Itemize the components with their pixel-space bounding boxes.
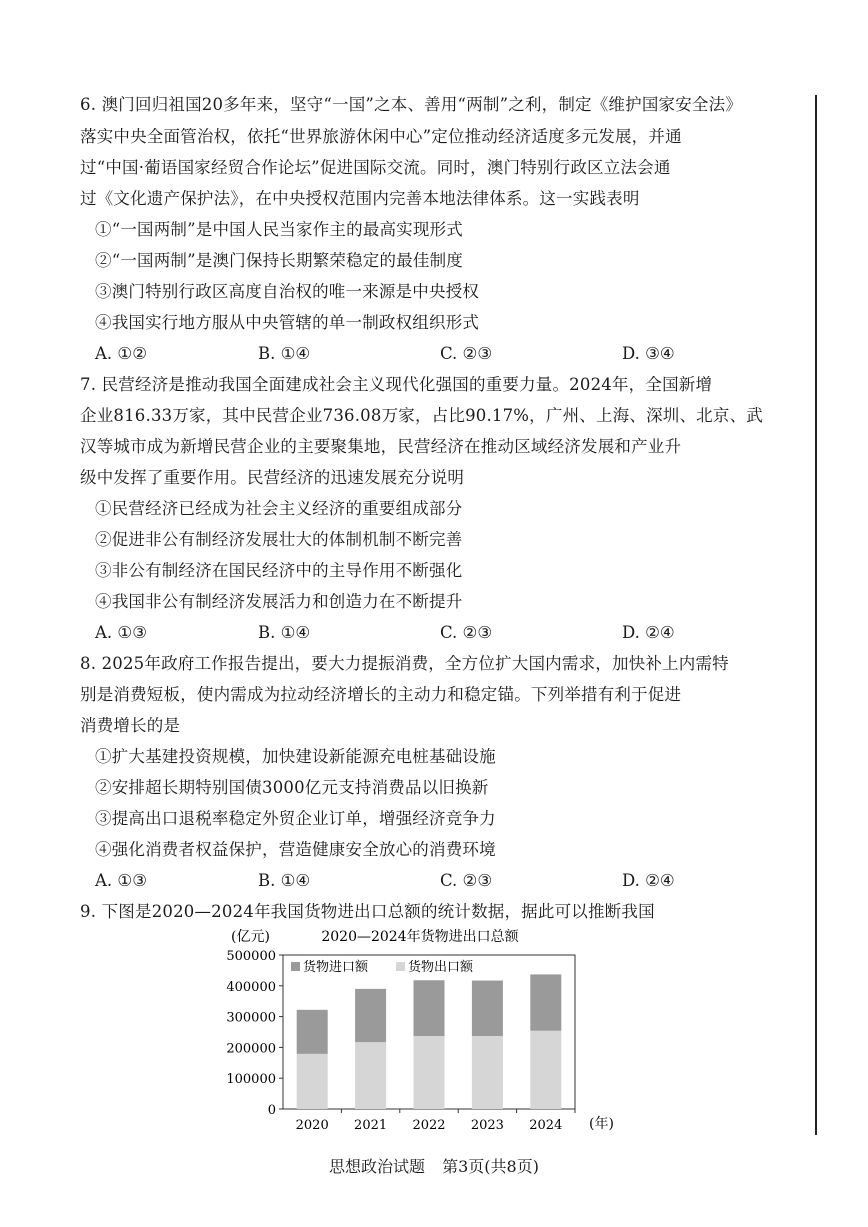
plot-area [226,949,575,1133]
footer-subject: 思想政治试题 [329,1157,426,1176]
y-axis-unit-label: (亿元) [231,929,270,945]
y-tick-label: 400000 [226,979,276,995]
legend-label-export: 货物出口额 [408,960,474,975]
bar-export [530,1031,561,1109]
q8-option-b[interactable]: B. ①④ [258,871,311,890]
q6-statement-4: ④我国实行地方服从中央管辖的单一制政权组织形式 [95,313,480,332]
q8-statement-1: ①扩大基建投资规模，加快建设新能源充电桩基础设施 [95,747,496,766]
q6-option-a[interactable]: A. ①② [95,344,147,363]
bar-import [355,989,386,1042]
page-footer [0,1157,868,1177]
x-tick-label: 2020 [295,1118,329,1133]
q8-statement-2: ②安排超长期特别国债3000亿元支持消费品以旧换新 [95,778,489,797]
bar-import [297,1010,328,1054]
bar-export [414,1036,445,1109]
q7-stem-line: 7. 民营经济是推动我国全面建成社会主义现代化强国的重要力量。2024年，全国新增 [80,375,713,394]
bar-export [297,1054,328,1109]
q6-stem-line: 落实中央全面管治权，依托“世界旅游休闲中心”定位推动经济适度多元发展，并通 [80,127,682,146]
q7-statement-3: ③非公有制经济在国民经济中的主导作用不断强化 [95,561,463,580]
q9-stem: 9. 下图是2020—2024年我国货物进出口总额的统计数据，据此可以推断我国 [80,902,655,921]
q6-statement-2: ②“一国两制”是澳门保持长期繁荣稳定的最佳制度 [95,251,463,270]
q6-stem-line: 过“中国·葡语国家经贸合作论坛”促进国际交流。同时，澳门特别行政区立法会通 [80,158,671,177]
y-tick-label: 500000 [226,949,276,964]
y-tick-label: 0 [267,1103,276,1118]
q7-stem-line: 企业816.33万家，其中民营企业736.08万家，占比90.17%，广州、上海、深圳、北京、武 [80,406,763,425]
bar-import [530,974,561,1030]
import-export-bar-chart [225,925,635,1135]
y-tick-label: 100000 [226,1072,276,1088]
q7-option-c[interactable]: C. ②③ [440,623,493,642]
q6-option-d[interactable]: D. ③④ [622,344,675,363]
q7-stem-line: 汉等城市成为新增民营企业的主要聚集地，民营经济在推动区域经济发展和产业升 [80,437,682,456]
q8-option-c[interactable]: C. ②③ [440,871,493,890]
q8-statement-4: ④强化消费者权益保护，营造健康安全放心的消费环境 [95,840,496,859]
x-tick-label: 2024 [529,1118,563,1133]
q6-stem-line: 过《文化遗产保护法》，在中央授权范围内完善本地法律体系。这一实践表明 [80,189,640,208]
legend-swatch-import [291,962,300,971]
bar-export [472,1036,503,1109]
q8-statement-3: ③提高出口退税率稳定外贸企业订单，增强经济竞争力 [95,809,496,828]
y-tick-label: 200000 [226,1041,276,1057]
q6-option-b[interactable]: B. ①④ [258,344,311,363]
q7-option-b[interactable]: B. ①④ [258,623,311,642]
y-tick-label: 300000 [226,1010,276,1026]
bar-import [472,981,503,1036]
q6-stem-line: 6. 澳门回归祖国20多年来，坚守“一国”之本、善用“两制”之利，制定《维护国家安全法》 [80,95,743,114]
bar-import [414,980,445,1036]
q7-stem-line: 级中发挥了重要作用。民营经济的迅速发展充分说明 [80,468,465,487]
x-tick-label: 2023 [470,1118,504,1133]
q7-option-d[interactable]: D. ②④ [622,623,675,642]
q7-statement-1: ①民营经济已经成为社会主义经济的重要组成部分 [95,499,463,518]
q7-statement-2: ②促进非公有制经济发展壮大的体制机制不断完善 [95,530,463,549]
footer-page-number: 第3页(共8页) [442,1157,539,1176]
legend-label-import: 货物进口额 [303,960,369,975]
q6-statement-1: ①“一国两制”是中国人民当家作主的最高实现形式 [95,220,463,239]
q7-statement-4: ④我国非公有制经济发展活力和创造力在不断提升 [95,592,463,611]
chart-title: 2020—2024年货物进出口总额 [321,929,519,945]
q8-stem-line: 别是消费短板，使内需成为拉动经济增长的主动力和稳定锚。下列举措有利于促进 [80,685,682,704]
x-tick-label: 2022 [412,1118,446,1133]
right-margin-rule [815,95,817,1135]
bar-export [355,1042,386,1109]
q6-option-c[interactable]: C. ②③ [440,344,493,363]
q6-statement-3: ③澳门特别行政区高度自治权的唯一来源是中央授权 [95,282,480,301]
q8-stem-line: 消费增长的是 [80,716,181,735]
x-tick-label: 2021 [354,1118,388,1133]
x-axis-unit-label: (年) [589,1116,614,1132]
q8-option-a[interactable]: A. ①③ [95,871,147,890]
legend-swatch-export [396,962,405,971]
q8-stem-line: 8. 2025年政府工作报告提出，要大力提振消费，全方位扩大国内需求，加快补上内需特 [80,654,729,673]
q8-option-d[interactable]: D. ②④ [622,871,675,890]
q7-option-a[interactable]: A. ①③ [95,623,147,642]
